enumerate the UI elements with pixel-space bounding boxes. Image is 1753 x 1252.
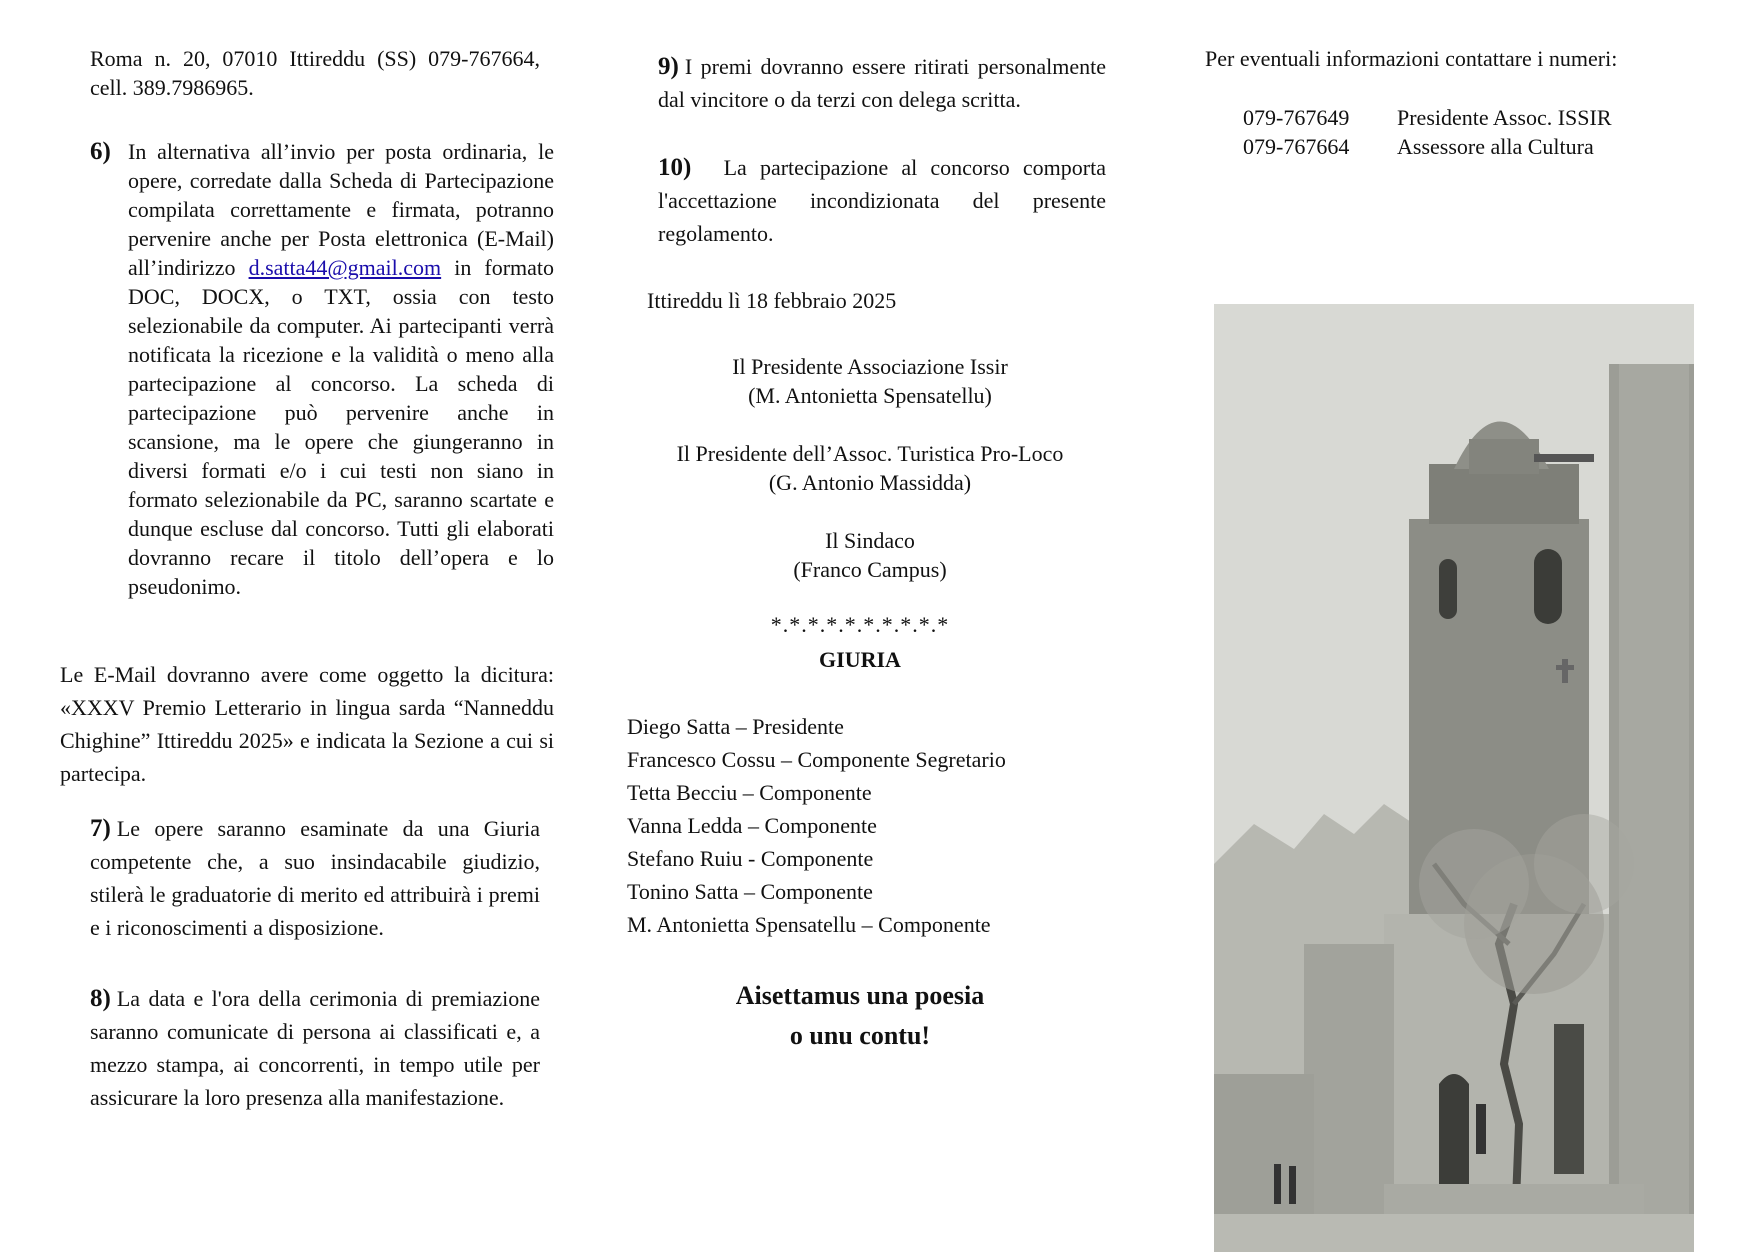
signature-name: (M. Antonietta Spensatellu) bbox=[748, 383, 992, 408]
jury-title: GIURIA bbox=[819, 647, 901, 672]
signature-proloco bbox=[620, 439, 1120, 497]
jury-member: Diego Satta – Presidente bbox=[627, 714, 844, 739]
rule-number: 6) bbox=[90, 138, 111, 165]
church-bell-tower-photo bbox=[1214, 304, 1694, 1252]
rule-number: 9) bbox=[658, 53, 679, 80]
signature-sindaco bbox=[620, 526, 1120, 584]
signature-name: (G. Antonio Massidda) bbox=[768, 470, 972, 495]
jury-member: Vanna Ledda – Componente bbox=[627, 813, 877, 838]
jury-list bbox=[627, 710, 1107, 941]
rule-9 bbox=[658, 50, 1106, 116]
rule-text-continued: in formato DOC, DOCX, o TXT, ossia con testo selezionabile da computer. Ai partecipanti verrà notificata la ricezione e la validità o meno alla partecipazione al concorso. La scheda di partecipazione può pervenire anche in scansione, ma le opere che giungeranno in diversi formati e/o i cui testi non siano in formato selezionabile da PC, saranno scartate e dunque escluse dal concorso. Tutti gli elaborati dovranno recare il titolo dell’opera e lo pseudonimo. bbox=[128, 255, 555, 599]
contact-label: Assessore alla Cultura bbox=[1397, 134, 1594, 159]
rule-text: I premi dovranno essere ritirati personalmente dal vincitore o da terzi con delega scritta. bbox=[658, 54, 1106, 112]
rule-number: 7) bbox=[90, 815, 111, 842]
info-title: Per eventuali informazioni contattare i numeri: bbox=[1205, 46, 1618, 71]
contact-phone: 079-767664 bbox=[1243, 134, 1350, 159]
contact-phone: 079-767649 bbox=[1243, 105, 1350, 130]
rule-10 bbox=[658, 151, 1106, 250]
signature-role: Il Sindaco bbox=[825, 528, 915, 553]
rule-text: La data e l'ora della cerimonia di premiazione saranno comunicate di persona ai classificati e, a mezzo stampa, ai concorrenti, in tempo utile per assicurare la loro presenza alla manifestazione. bbox=[90, 986, 540, 1110]
rule-7 bbox=[90, 812, 540, 944]
address-paragraph: Roma n. 20, 07010 Ittireddu (SS) 079-767664, cell. 389.7986965. bbox=[90, 46, 540, 100]
rule-6 bbox=[90, 137, 555, 601]
contact-label: Presidente Assoc. ISSIR bbox=[1397, 105, 1612, 130]
email-subject-note bbox=[60, 658, 554, 790]
signature-role: Il Presidente dell’Assoc. Turistica Pro-Loco bbox=[676, 441, 1064, 466]
church-photo-illustration bbox=[1214, 304, 1694, 1252]
slogan-line-1: Aisettamus una poesia bbox=[735, 981, 985, 1010]
jury-member: Stefano Ruiu - Componente bbox=[627, 846, 874, 871]
rule-number: 8) bbox=[90, 985, 111, 1012]
separator-stars: *.*.*.*.*.*.*.*.*.* bbox=[770, 612, 950, 637]
signature-issir bbox=[620, 352, 1120, 410]
jury-member: Tetta Becciu – Componente bbox=[627, 780, 872, 805]
jury-member: M. Antonietta Spensatellu – Componente bbox=[627, 912, 991, 937]
rule-text: In alternativa all’invio per posta ordinaria, le opere, corredate dalla Scheda di Partecipazione compilata correttamente e firmata, potranno pervenire anche per Posta elettronica (E-Mail) all’indirizzo bbox=[128, 139, 554, 280]
jury-member: Tonino Satta – Componente bbox=[627, 879, 873, 904]
date-line: Ittireddu lì 18 febbraio 2025 bbox=[647, 288, 897, 313]
jury-member: Francesco Cossu – Componente Segretario bbox=[627, 747, 1006, 772]
signatures bbox=[620, 352, 1120, 584]
slogan-line-2: o unu contu! bbox=[789, 1021, 931, 1050]
contact-row bbox=[1243, 132, 1713, 161]
rule-8 bbox=[90, 982, 540, 1114]
slogan bbox=[620, 976, 1100, 1056]
contact-list bbox=[1243, 103, 1713, 161]
contact-row bbox=[1243, 103, 1713, 132]
email-note-text: Le E-Mail dovranno avere come oggetto la dicitura: «XXXV Premio Letterario in lingua sarda “Nanneddu Chighine” Ittireddu 2025» e indicata la Sezione a cui si partecipa. bbox=[60, 662, 554, 786]
rule-text: La partecipazione al concorso comporta l'accettazione incondizionata del presente regolamento. bbox=[658, 155, 1106, 246]
column-left bbox=[90, 44, 540, 102]
signature-name: (Franco Campus) bbox=[793, 557, 947, 582]
email-link[interactable]: d.satta44@gmail.com bbox=[248, 255, 442, 280]
rule-text: Le opere saranno esaminate da una Giuria competente che, a suo insindacabile giudizio, stilerà le graduatorie di merito ed attribuirà i premi e i riconoscimenti a disposizione. bbox=[90, 816, 540, 940]
rule-number: 10) bbox=[658, 154, 692, 181]
signature-role: Il Presidente Associazione Issir bbox=[732, 354, 1008, 379]
